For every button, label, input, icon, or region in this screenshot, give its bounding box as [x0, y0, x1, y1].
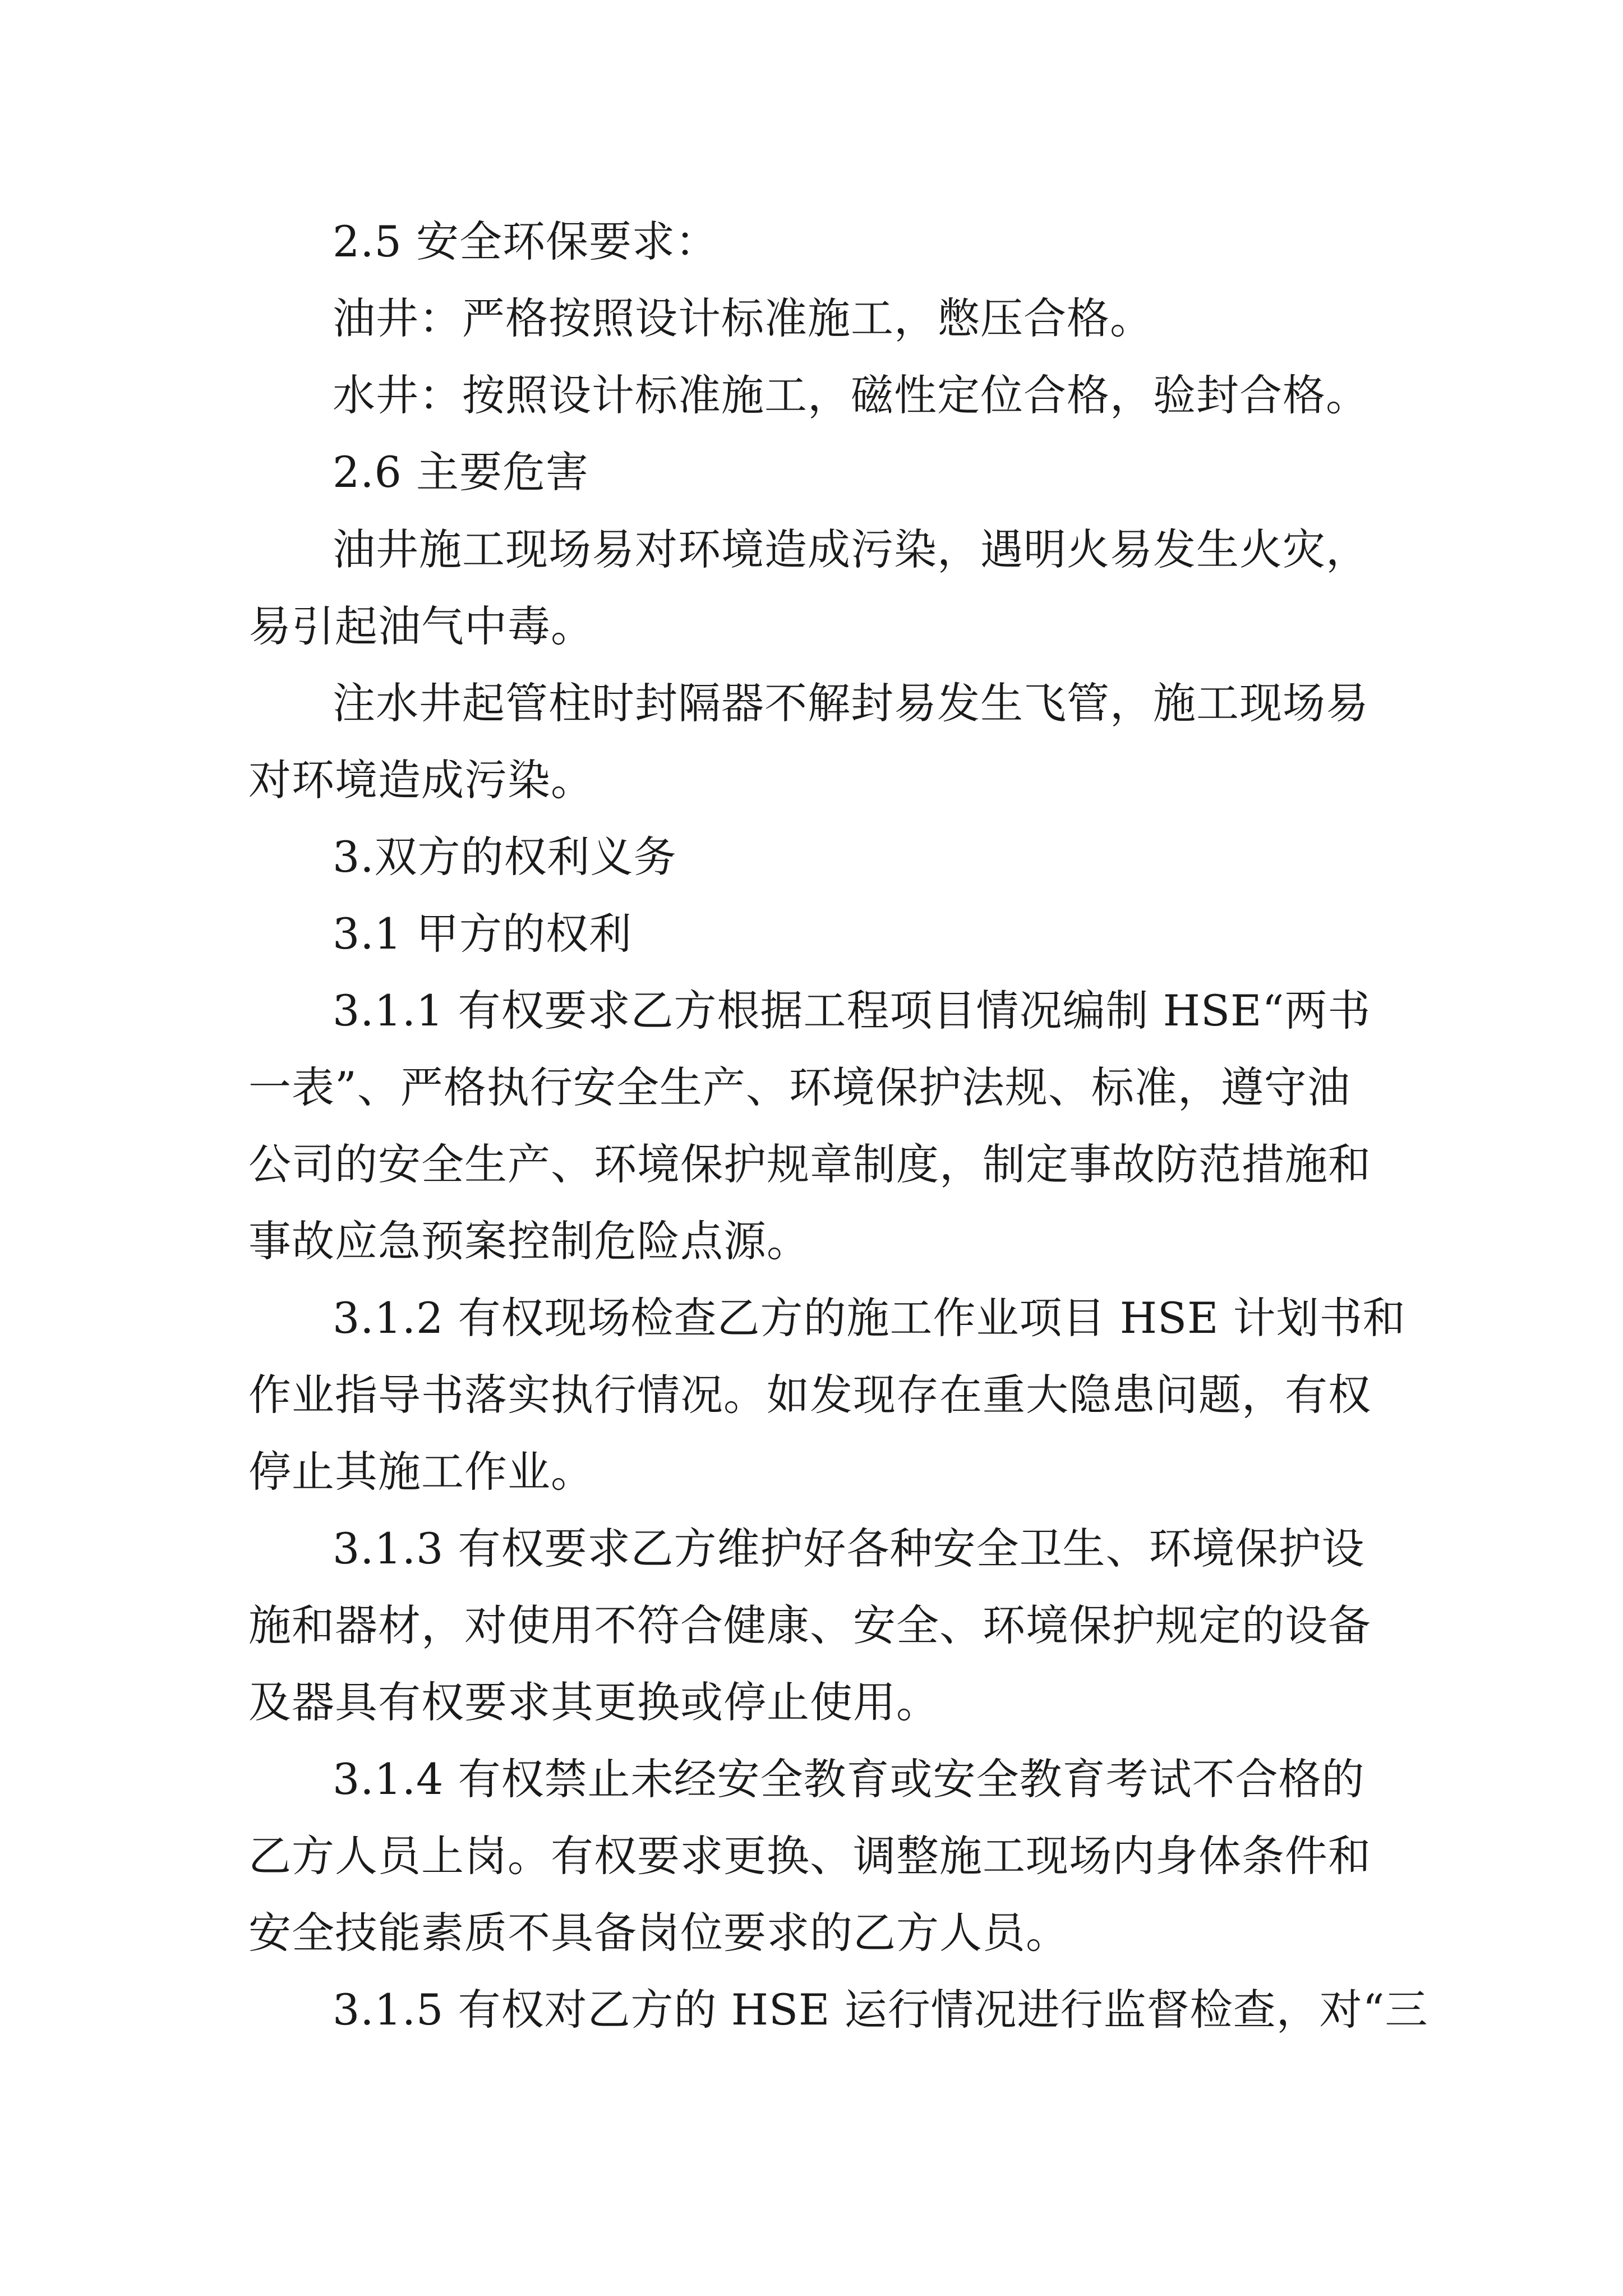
- text-line: 注水井起管柱时封隔器不解封易发生飞管，施工现场易: [333, 678, 1369, 728]
- text-line: 油井施工现场易对环境造成污染，遇明火易发生火灾，: [333, 524, 1369, 574]
- text-line: 安全技能素质不具备岗位要求的乙方人员。: [248, 1908, 1069, 1958]
- text-line: 停止其施工作业。: [248, 1447, 594, 1497]
- text-line: 作业指导书落实执行情况。如发现存在重大隐患问题，有权: [248, 1370, 1371, 1420]
- text-line: 3.1.5 有权对乙方的 HSE 运行情况进行监督检查，对“三: [333, 1985, 1428, 2035]
- text-line: 3.1.4 有权禁止未经安全教育或安全教育考试不合格的: [333, 1754, 1365, 1804]
- text-line: 乙方人员上岗。有权要求更换、调整施工现场内身体条件和: [248, 1831, 1371, 1881]
- text-line: 3.双方的权利义务: [333, 832, 677, 882]
- text-line: 2.6 主要危害: [333, 447, 589, 497]
- text-line: 易引起油气中毒。: [248, 601, 594, 651]
- text-line: 及器具有权要求其更换或停止使用。: [248, 1677, 939, 1727]
- text-line: 公司的安全生产、环境保护规章制度，制定事故防范措施和: [248, 1139, 1371, 1189]
- text-line: 施和器材，对使用不符合健康、安全、环境保护规定的设备: [248, 1600, 1371, 1650]
- text-line: 3.1 甲方的权利: [333, 909, 633, 959]
- text-line: 对环境造成污染。: [248, 755, 594, 805]
- text-line: 油井：严格按照设计标准施工，憋压合格。: [333, 293, 1153, 343]
- text-line: 水井：按照设计标准施工，磁性定位合格，验封合格。: [333, 370, 1369, 420]
- text-line: 一表”、严格执行安全生产、环境保护法规、标准，遵守油: [248, 1062, 1350, 1112]
- text-line: 事故应急预案控制危险点源。: [248, 1216, 810, 1266]
- text-line: 3.1.2 有权现场检查乙方的施工作业项目 HSE 计划书和: [333, 1293, 1406, 1343]
- text-line: 3.1.3 有权要求乙方维护好各种安全卫生、环境保护设: [333, 1524, 1365, 1573]
- text-line: 2.5 安全环保要求：: [333, 217, 719, 266]
- text-line: 3.1.1 有权要求乙方根据工程项目情况编制 HSE“两书: [333, 986, 1371, 1036]
